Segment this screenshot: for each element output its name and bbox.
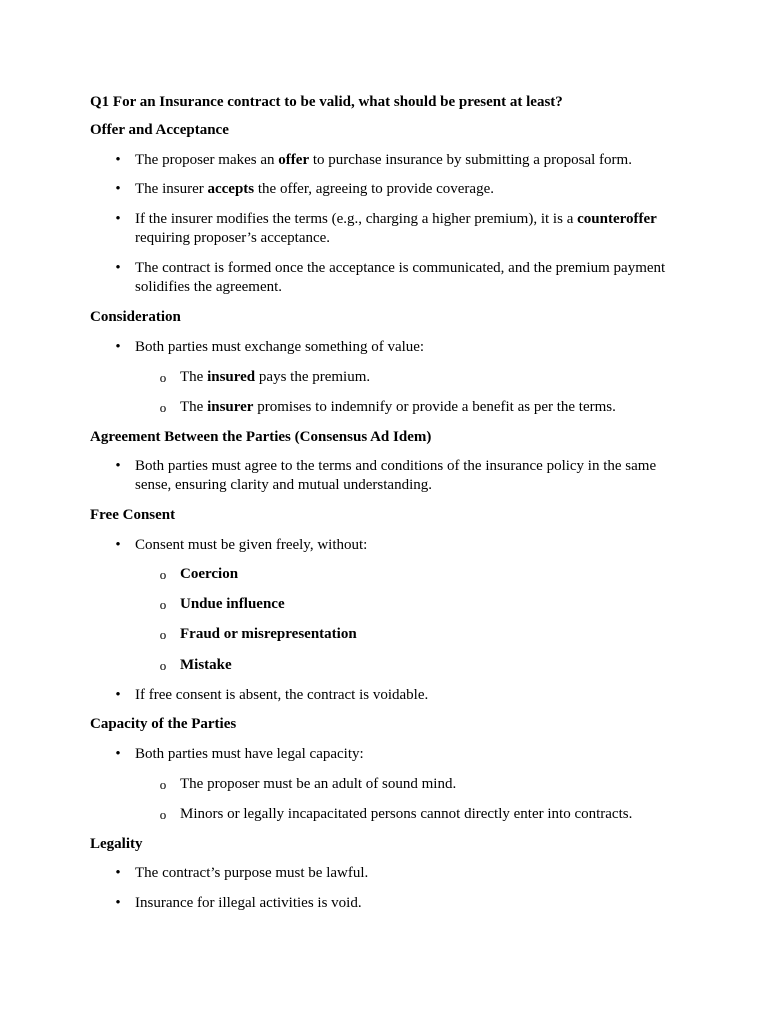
list-item <box>115 864 680 883</box>
item-bold-text: accepts <box>207 181 255 197</box>
sub-list-item <box>159 368 680 387</box>
item-text: The insurer <box>135 181 208 197</box>
item-text: If the insurer modifies the terms (e.g., charging a higher premium), it is a <box>135 211 578 227</box>
list-item <box>115 151 680 170</box>
sub-list-item <box>159 565 680 584</box>
item-text: The proposer makes an <box>135 152 279 168</box>
item-text: Both parties must exchange something of value: <box>135 339 425 355</box>
bullet-marker: • <box>115 339 121 355</box>
heading-offer-acceptance: Offer and Acceptance <box>90 122 229 138</box>
item-bold-text: Coercion <box>180 566 239 582</box>
bullet-marker: • <box>115 181 121 197</box>
item-text: The <box>180 399 208 415</box>
heading-legality: Legality <box>90 836 143 852</box>
list-item <box>115 259 680 297</box>
sub-bullet-marker: o <box>159 567 167 582</box>
item-text: The contract’s purpose must be lawful. <box>135 865 369 881</box>
sub-list-item <box>159 398 680 417</box>
list-item <box>115 180 680 199</box>
item-text: Both parties must have legal capacity: <box>135 746 364 762</box>
sub-list-item <box>159 656 680 675</box>
heading-free-consent: Free Consent <box>90 507 176 523</box>
list-item <box>115 894 680 913</box>
item-text: If free consent is absent, the contract is voidable. <box>135 687 429 703</box>
bullet-marker: • <box>115 260 121 276</box>
sub-bullet-marker: o <box>159 807 167 822</box>
question-title: Q1 For an Insurance contract to be valid, what should be present at least? <box>90 94 563 110</box>
item-text: promises to indemnify or provide a benefit as per the terms. <box>253 399 616 415</box>
sub-list-item <box>159 775 680 794</box>
item-text: the offer, agreeing to provide coverage. <box>254 181 494 197</box>
item-bold-text: Undue influence <box>180 596 285 612</box>
sub-list-item <box>159 805 680 824</box>
bullet-marker: • <box>115 458 121 474</box>
heading-consideration: Consideration <box>90 309 181 325</box>
item-text: Insurance for illegal activities is void. <box>135 895 362 911</box>
item-text: Both parties must agree to the terms and conditions of the insurance policy in the same sense, ensuring clarity and mutual understanding. <box>135 458 657 493</box>
sub-list-item <box>159 625 680 644</box>
bullet-marker: • <box>115 746 121 762</box>
sub-bullet-marker: o <box>159 627 167 642</box>
item-text: requiring proposer’s acceptance. <box>135 230 331 246</box>
bullet-marker: • <box>115 895 121 911</box>
list-item <box>115 745 680 764</box>
heading-agreement: Agreement Between the Parties (Consensus Ad Idem) <box>90 429 432 445</box>
sub-bullet-marker: o <box>159 370 167 385</box>
bullet-marker: • <box>115 537 121 553</box>
item-bold-text: insurer <box>207 399 254 415</box>
sub-bullet-marker: o <box>159 400 167 415</box>
item-bold-text: Fraud or misrepresentation <box>180 626 357 642</box>
item-text: Minors or legally incapacitated persons cannot directly enter into contracts. <box>180 806 633 822</box>
item-text: to purchase insurance by submitting a proposal form. <box>309 152 632 168</box>
heading-capacity: Capacity of the Parties <box>90 716 237 732</box>
item-bold-text: Mistake <box>180 657 232 673</box>
list-item <box>115 686 680 705</box>
item-text: Consent must be given freely, without: <box>135 537 368 553</box>
item-bold-text: insured <box>207 369 256 385</box>
item-text: The proposer must be an adult of sound mind. <box>180 776 457 792</box>
sub-bullet-marker: o <box>159 658 167 673</box>
sub-bullet-marker: o <box>159 777 167 792</box>
sub-bullet-marker: o <box>159 597 167 612</box>
item-bold-text: counteroffer <box>577 211 657 227</box>
list-item <box>115 210 680 248</box>
item-bold-text: offer <box>278 152 310 168</box>
bullet-marker: • <box>115 865 121 881</box>
item-text: The <box>180 369 208 385</box>
list-item <box>115 338 680 357</box>
item-text: pays the premium. <box>255 369 371 385</box>
list-item <box>115 457 680 495</box>
item-text: The contract is formed once the acceptance is communicated, and the premium payment solidifies the agreement. <box>135 260 666 295</box>
sub-list-item <box>159 595 680 614</box>
bullet-marker: • <box>115 211 121 227</box>
list-item <box>115 536 680 555</box>
bullet-marker: • <box>115 687 121 703</box>
bullet-marker: • <box>115 152 121 168</box>
